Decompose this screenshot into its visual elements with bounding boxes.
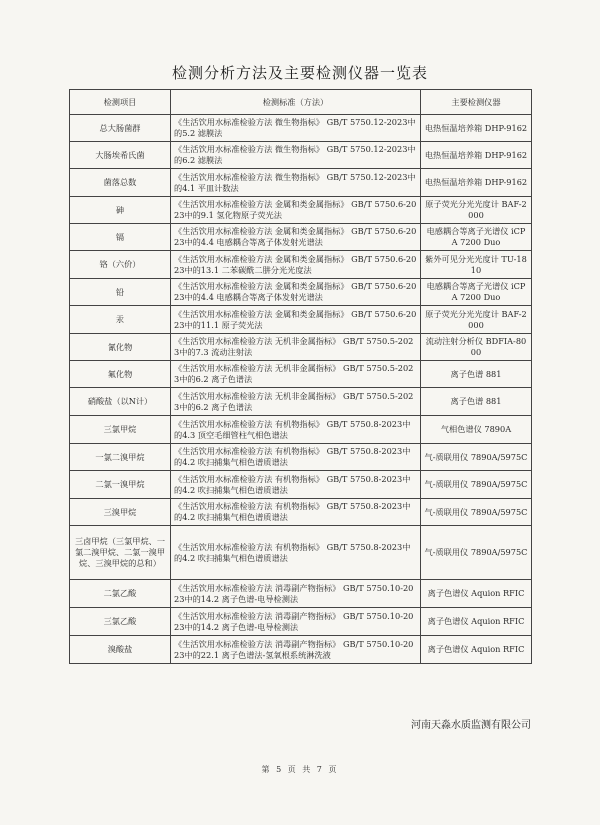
- cell-instrument: 电热恒温培养箱 DHP-9162: [421, 169, 532, 197]
- table-row: [70, 580, 532, 608]
- cell-instrument: 流动注射分析仪 BDFIA-8000: [421, 334, 532, 361]
- cell-standard: 《生活饮用水标准检验方法 无机非金属指标》 GB/T 5750.5-2023中的7.3 流动注射法: [171, 334, 421, 361]
- cell-item: 二氯乙酸: [70, 580, 171, 608]
- table-row: [70, 416, 532, 444]
- cell-instrument: 电热恒温培养箱 DHP-9162: [421, 142, 532, 169]
- cell-item: 砷: [70, 197, 171, 224]
- table-row: [70, 334, 532, 361]
- cell-standard: 《生活饮用水标准检验方法 有机物指标》 GB/T 5750.8-2023中的4.3 顶空毛细管柱气相色谱法: [171, 416, 421, 444]
- table-row: [70, 361, 532, 388]
- cell-item: 汞: [70, 306, 171, 334]
- cell-instrument: 气-质联用仪 7890A/5975C: [421, 499, 532, 526]
- cell-standard: 《生活饮用水标准检验方法 消毒副产物指标》 GB/T 5750.10-2023中的14.2 离子色谱-电导检测法: [171, 580, 421, 608]
- table-row: [70, 388, 532, 416]
- cell-item: 镉: [70, 224, 171, 251]
- table-row: [70, 142, 532, 169]
- cell-standard: 《生活饮用水标准检验方法 无机非金属指标》 GB/T 5750.5-2023中的6.2 离子色谱法: [171, 388, 421, 416]
- table-row: [70, 169, 532, 197]
- cell-instrument: 气-质联用仪 7890A/5975C: [421, 526, 532, 580]
- cell-standard: 《生活饮用水标准检验方法 有机物指标》 GB/T 5750.8-2023中的4.2 吹扫捕集气相色谱质谱法: [171, 499, 421, 526]
- cell-item: 二氯一溴甲烷: [70, 471, 171, 499]
- cell-standard: 《生活饮用水标准检验方法 金属和类金属指标》 GB/T 5750.6-2023中的13.1 二苯碳酰二肼分光光度法: [171, 251, 421, 279]
- table-header-row: [70, 90, 532, 115]
- table-row: [70, 608, 532, 636]
- table-row: [70, 444, 532, 471]
- table-row: [70, 224, 532, 251]
- cell-instrument: 电感耦合等离子光谱仪 iCPA 7200 Duo: [421, 279, 532, 306]
- cell-standard: 《生活饮用水标准检验方法 有机物指标》 GB/T 5750.8-2023中的4.2 吹扫捕集气相色谱质谱法: [171, 526, 421, 580]
- cell-item: 三卤甲烷（三氯甲烷、一氯二溴甲烷、二氯一溴甲烷、三溴甲烷的总和）: [70, 526, 171, 580]
- cell-instrument: 气-质联用仪 7890A/5975C: [421, 471, 532, 499]
- cell-item: 三氯乙酸: [70, 608, 171, 636]
- table-row: [70, 636, 532, 664]
- cell-item: 溴酸盐: [70, 636, 171, 664]
- cell-standard: 《生活饮用水标准检验方法 消毒副产物指标》 GB/T 5750.10-2023中的22.1 离子色谱法-氢氧根系统淋洗液: [171, 636, 421, 664]
- table-row: [70, 279, 532, 306]
- methods-table: [69, 89, 532, 664]
- cell-instrument: 离子色谱 881: [421, 388, 532, 416]
- cell-instrument: 电感耦合等离子光谱仪 iCPA 7200 Duo: [421, 224, 532, 251]
- header-instrument: 主要检测仪器: [421, 90, 532, 115]
- cell-instrument: 离子色谱仪 Aquion RFIC: [421, 636, 532, 664]
- cell-standard: 《生活饮用水标准检验方法 金属和类金属指标》 GB/T 5750.6-2023中的9.1 氢化物原子荧光法: [171, 197, 421, 224]
- cell-item: 氟化物: [70, 361, 171, 388]
- table-row: [70, 306, 532, 334]
- cell-item: 大肠埃希氏菌: [70, 142, 171, 169]
- cell-instrument: 气相色谱仪 7890A: [421, 416, 532, 444]
- cell-item: 铅: [70, 279, 171, 306]
- cell-instrument: 原子荧光分光光度计 BAF-2000: [421, 197, 532, 224]
- cell-item: 硝酸盐（以N计）: [70, 388, 171, 416]
- table-row: [70, 526, 532, 580]
- cell-standard: 《生活饮用水标准检验方法 有机物指标》 GB/T 5750.8-2023中的4.2 吹扫捕集气相色谱质谱法: [171, 471, 421, 499]
- company-name: 河南天淼水质监测有限公司: [411, 720, 531, 731]
- table-row: [70, 499, 532, 526]
- header-item: 检测项目: [70, 90, 171, 115]
- cell-item: 铬（六价）: [70, 251, 171, 279]
- cell-standard: 《生活饮用水标准检验方法 消毒副产物指标》 GB/T 5750.10-2023中的14.2 离子色谱-电导检测法: [171, 608, 421, 636]
- cell-instrument: 离子色谱仪 Aquion RFIC: [421, 580, 532, 608]
- cell-standard: 《生活饮用水标准检验方法 微生物指标》 GB/T 5750.12-2023中的4.1 平皿计数法: [171, 169, 421, 197]
- cell-instrument: 电热恒温培养箱 DHP-9162: [421, 115, 532, 142]
- table-row: [70, 197, 532, 224]
- page-title: 检测分析方法及主要检测仪器一览表: [171, 64, 428, 82]
- cell-standard: 《生活饮用水标准检验方法 微生物指标》 GB/T 5750.12-2023中的6.2 滤膜法: [171, 142, 421, 169]
- cell-instrument: 紫外可见分光光度计 TU-1810: [421, 251, 532, 279]
- table-row: [70, 251, 532, 279]
- cell-item: 菌落总数: [70, 169, 171, 197]
- cell-standard: 《生活饮用水标准检验方法 金属和类金属指标》 GB/T 5750.6-2023中的11.1 原子荧光法: [171, 306, 421, 334]
- page-number: 第 5 页 共 7 页: [261, 765, 339, 774]
- cell-item: 总大肠菌群: [70, 115, 171, 142]
- cell-standard: 《生活饮用水标准检验方法 无机非金属指标》 GB/T 5750.5-2023中的6.2 离子色谱法: [171, 361, 421, 388]
- cell-standard: 《生活饮用水标准检验方法 金属和类金属指标》 GB/T 5750.6-2023中的4.4 电感耦合等离子体发射光谱法: [171, 279, 421, 306]
- header-standard: 检测标准（方法）: [171, 90, 421, 115]
- cell-instrument: 离子色谱 881: [421, 361, 532, 388]
- cell-instrument: 原子荧光分光光度计 BAF-2000: [421, 306, 532, 334]
- cell-standard: 《生活饮用水标准检验方法 金属和类金属指标》 GB/T 5750.6-2023中的4.4 电感耦合等离子体发射光谱法: [171, 224, 421, 251]
- cell-instrument: 离子色谱仪 Aquion RFIC: [421, 608, 532, 636]
- cell-item: 三溴甲烷: [70, 499, 171, 526]
- cell-standard: 《生活饮用水标准检验方法 微生物指标》 GB/T 5750.12-2023中的5.2 滤膜法: [171, 115, 421, 142]
- cell-item: 三氯甲烷: [70, 416, 171, 444]
- table-row: [70, 115, 532, 142]
- cell-item: 氰化物: [70, 334, 171, 361]
- cell-item: 一氯二溴甲烷: [70, 444, 171, 471]
- table-row: [70, 471, 532, 499]
- cell-standard: 《生活饮用水标准检验方法 有机物指标》 GB/T 5750.8-2023中的4.2 吹扫捕集气相色谱质谱法: [171, 444, 421, 471]
- cell-instrument: 气-质联用仪 7890A/5975C: [421, 444, 532, 471]
